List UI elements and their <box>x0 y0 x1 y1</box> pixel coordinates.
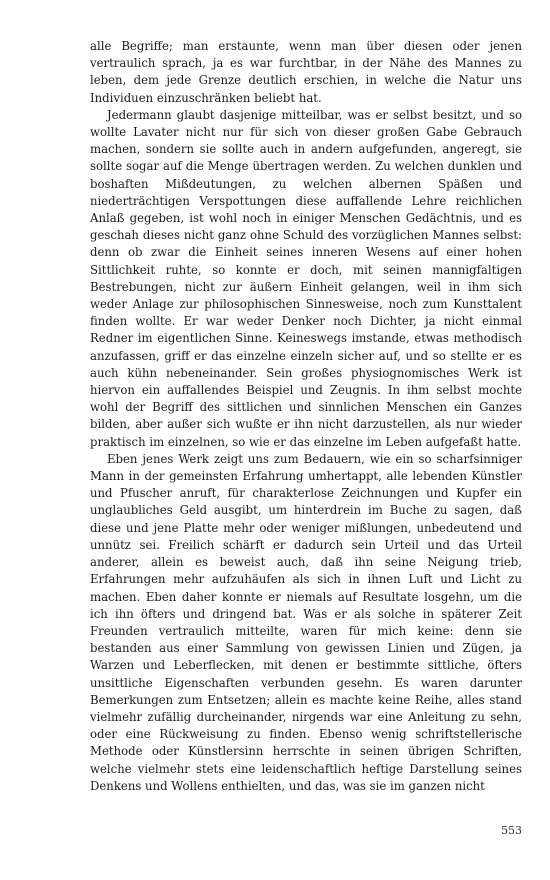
paragraph-physiognomic-work: Eben jenes Werk zeigt uns zum Bedauern, wie ein so scharfsinniger Mann in der gemeinsten Erfahrung umhertappt, alle lebenden Künstler und Pfuscher anruft, für charakterlose Zeichnungen und Kupfer ein unglaubliches Geld ausgibt, um hinterdrein im Buche zu sagen, daß diese und jene Platte mehr oder weniger mißlungen, unbedeutend und unnütz sei. Freilich schärft er dadurch sein Urteil und das Urteil anderer, allein es beweist auch, daß ihn seine Neigung trieb, Erfahrungen mehr aufzuhäufen als sich in ihnen Luft und Licht zu machen. Eben daher konnte er niemals auf Resultate losgehn, um die ich ihn öfters und dringend bat. Was er als solche in späterer Zeit Freunden vertraulich mitteilte, waren für mich keine: denn sie bestanden aus einer Sammlung von gewissen Linien und Zügen, ja Warzen und Leberflecken, mit denen er bestimmte sittliche, öfters unsittliche Eigenschaften verbunden gesehn. Es waren darunter Bemerkungen zum Entsetzen; allein es machte keine Reihe, alles stand vielmehr zufällig durcheinander, nirgends war eine Anleitung zu sehn, oder eine Rückweisung zu finden. Ebenso wenig schriftstellerische Methode oder Künstlersinn herrschte in seinen übrigen Schriften, welche vielmehr stets eine leidenschaftlich heftige Darstellung seines Denkens und Wollens enthielten, und das, was sie im ganzen nicht <box>90 451 522 793</box>
body-text <box>90 38 522 795</box>
paragraph-lavater: Jedermann glaubt dasjenige mitteilbar, was er selbst besitzt, und so wollte Lavater nicht nur für sich von dieser großen Gabe Gebrauch machen, sondern sie sollte auch in andern aufgefunden, angeregt, sie sollte sogar auf die Menge übertragen werden. Zu welchen dunklen und boshaften Mißdeutungen, zu welchen albernen Späßen und niederträchtigen Verspottungen diese auffallende Lehre reichlichen Anlaß gegeben, ist wohl noch in einiger Menschen Gedächtnis, und es geschah dieses nicht ganz ohne Schuld des vorzüglichen Mannes selbst: denn ob zwar die Einheit seines inneren Wesens auf einer hohen Sittlichkeit ruhte, so konnte er doch, mit seinen mannigfaltigen Bestrebungen, nicht zur äußern Einheit gelangen, weil in ihm sich weder Anlage zur philosophischen Sinnesweise, noch zum Kunsttalent finden wollte. Er war weder Denker noch Dichter, ja nicht einmal Redner im eigentlichen Sinne. Keineswegs imstande, etwas methodisch anzufassen, griff er das einzelne einzeln sicher auf, und so stellte er es auch kühn nebeneinander. Sein großes physiognomisches Werk ist hiervon ein auffallendes Beispiel und Zeugnis. In ihm selbst mochte wohl der Begriff des sittlichen und sinnlichen Menschen ein Ganzes bilden, aber außer sich wußte er ihn nicht darzustellen, als nur wieder praktisch im einzelnen, so wie er das einzelne im Leben aufgefaßt hatte. <box>90 107 522 449</box>
page-number: 553 <box>501 824 522 837</box>
paragraph-continuation: alle Begriffe; man erstaunte, wenn man über diesen oder jenen vertraulich sprach, ja es war furchtbar, in der Nähe des Mannes zu leben, dem jede Grenze deutlich erschien, in welche die Natur uns Individuen einzuschränken beliebt hat. <box>90 39 522 105</box>
